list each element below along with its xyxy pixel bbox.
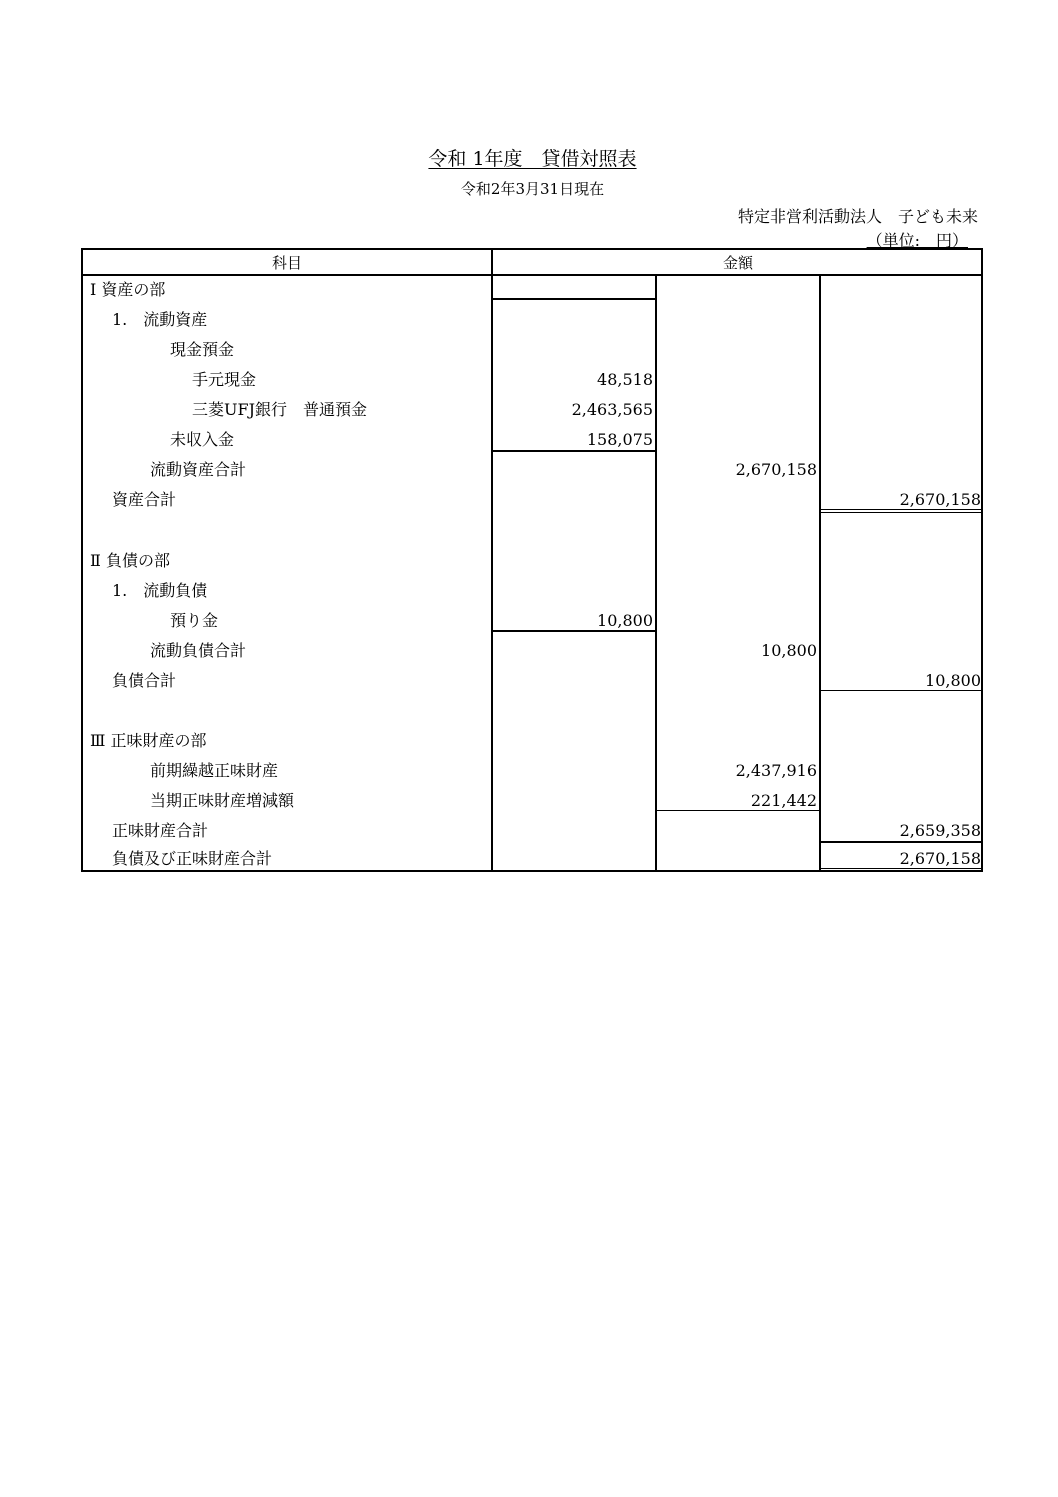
net-assets-total-value: 2,659,358 — [899, 821, 981, 840]
cash-on-hand-value: 48,518 — [597, 370, 653, 389]
deposits-received-label: 預り金 — [170, 611, 219, 630]
liabilities-section-label: Ⅱ 負債の部 — [90, 551, 170, 570]
header-account: 科目 — [271, 254, 302, 272]
assets-total-label: 資産合計 — [112, 490, 177, 509]
cash-deposits-label: 現金預金 — [170, 340, 235, 359]
header-divider — [81, 274, 983, 276]
liab-net-total-value: 2,670,158 — [899, 849, 981, 868]
receivables-value: 158,075 — [586, 430, 653, 449]
net-change-value: 221,442 — [750, 791, 817, 810]
date-line: 令和2年3月31日現在 — [460, 180, 605, 198]
rule-col1-top — [493, 298, 655, 300]
unit-label: （単位: 円） — [866, 231, 968, 250]
prior-net-assets-value: 2,437,916 — [735, 761, 817, 780]
column-divider-2 — [655, 276, 657, 872]
mufg-deposit-label: 三菱UFJ銀行 普通預金 — [192, 400, 368, 419]
column-divider-main — [491, 248, 493, 872]
receivables-label: 未収入金 — [170, 430, 235, 449]
assets-total-value: 2,670,158 — [899, 490, 981, 509]
current-assets-label: 1. 流動資産 — [112, 310, 208, 329]
header-amount: 金額 — [722, 254, 753, 272]
cash-on-hand-label: 手元現金 — [192, 370, 257, 389]
document-title: 令和 1年度 貸借対照表 — [428, 148, 637, 170]
deposits-received-value: 10,800 — [597, 611, 653, 630]
organization-name: 特定非営利活動法人 子ども未来 — [737, 207, 978, 226]
rule-col1-assets — [493, 450, 655, 452]
current-liabilities-total-label: 流動負債合計 — [150, 641, 247, 660]
liabilities-total-label: 負債合計 — [112, 671, 177, 690]
current-assets-total-value: 2,670,158 — [735, 460, 817, 479]
assets-section-label: Ⅰ 資産の部 — [90, 280, 166, 299]
prior-net-assets-label: 前期繰越正味財産 — [150, 761, 279, 780]
current-assets-total-label: 流動資産合計 — [150, 460, 247, 479]
net-assets-section-label: Ⅲ 正味財産の部 — [90, 731, 207, 750]
net-change-label: 当期正味財産増減額 — [150, 791, 295, 810]
rule-col3-net — [821, 841, 983, 843]
current-liabilities-total-value: 10,800 — [761, 641, 817, 660]
mufg-deposit-value: 2,463,565 — [571, 400, 653, 419]
current-liabilities-label: 1. 流動負債 — [112, 581, 208, 600]
column-divider-3 — [819, 276, 821, 872]
liab-net-total-label: 負債及び正味財産合計 — [112, 849, 273, 868]
rule-col3-assets-double-2 — [821, 512, 983, 513]
liabilities-total-value: 10,800 — [925, 671, 981, 690]
net-assets-total-label: 正味財産合計 — [112, 821, 209, 840]
